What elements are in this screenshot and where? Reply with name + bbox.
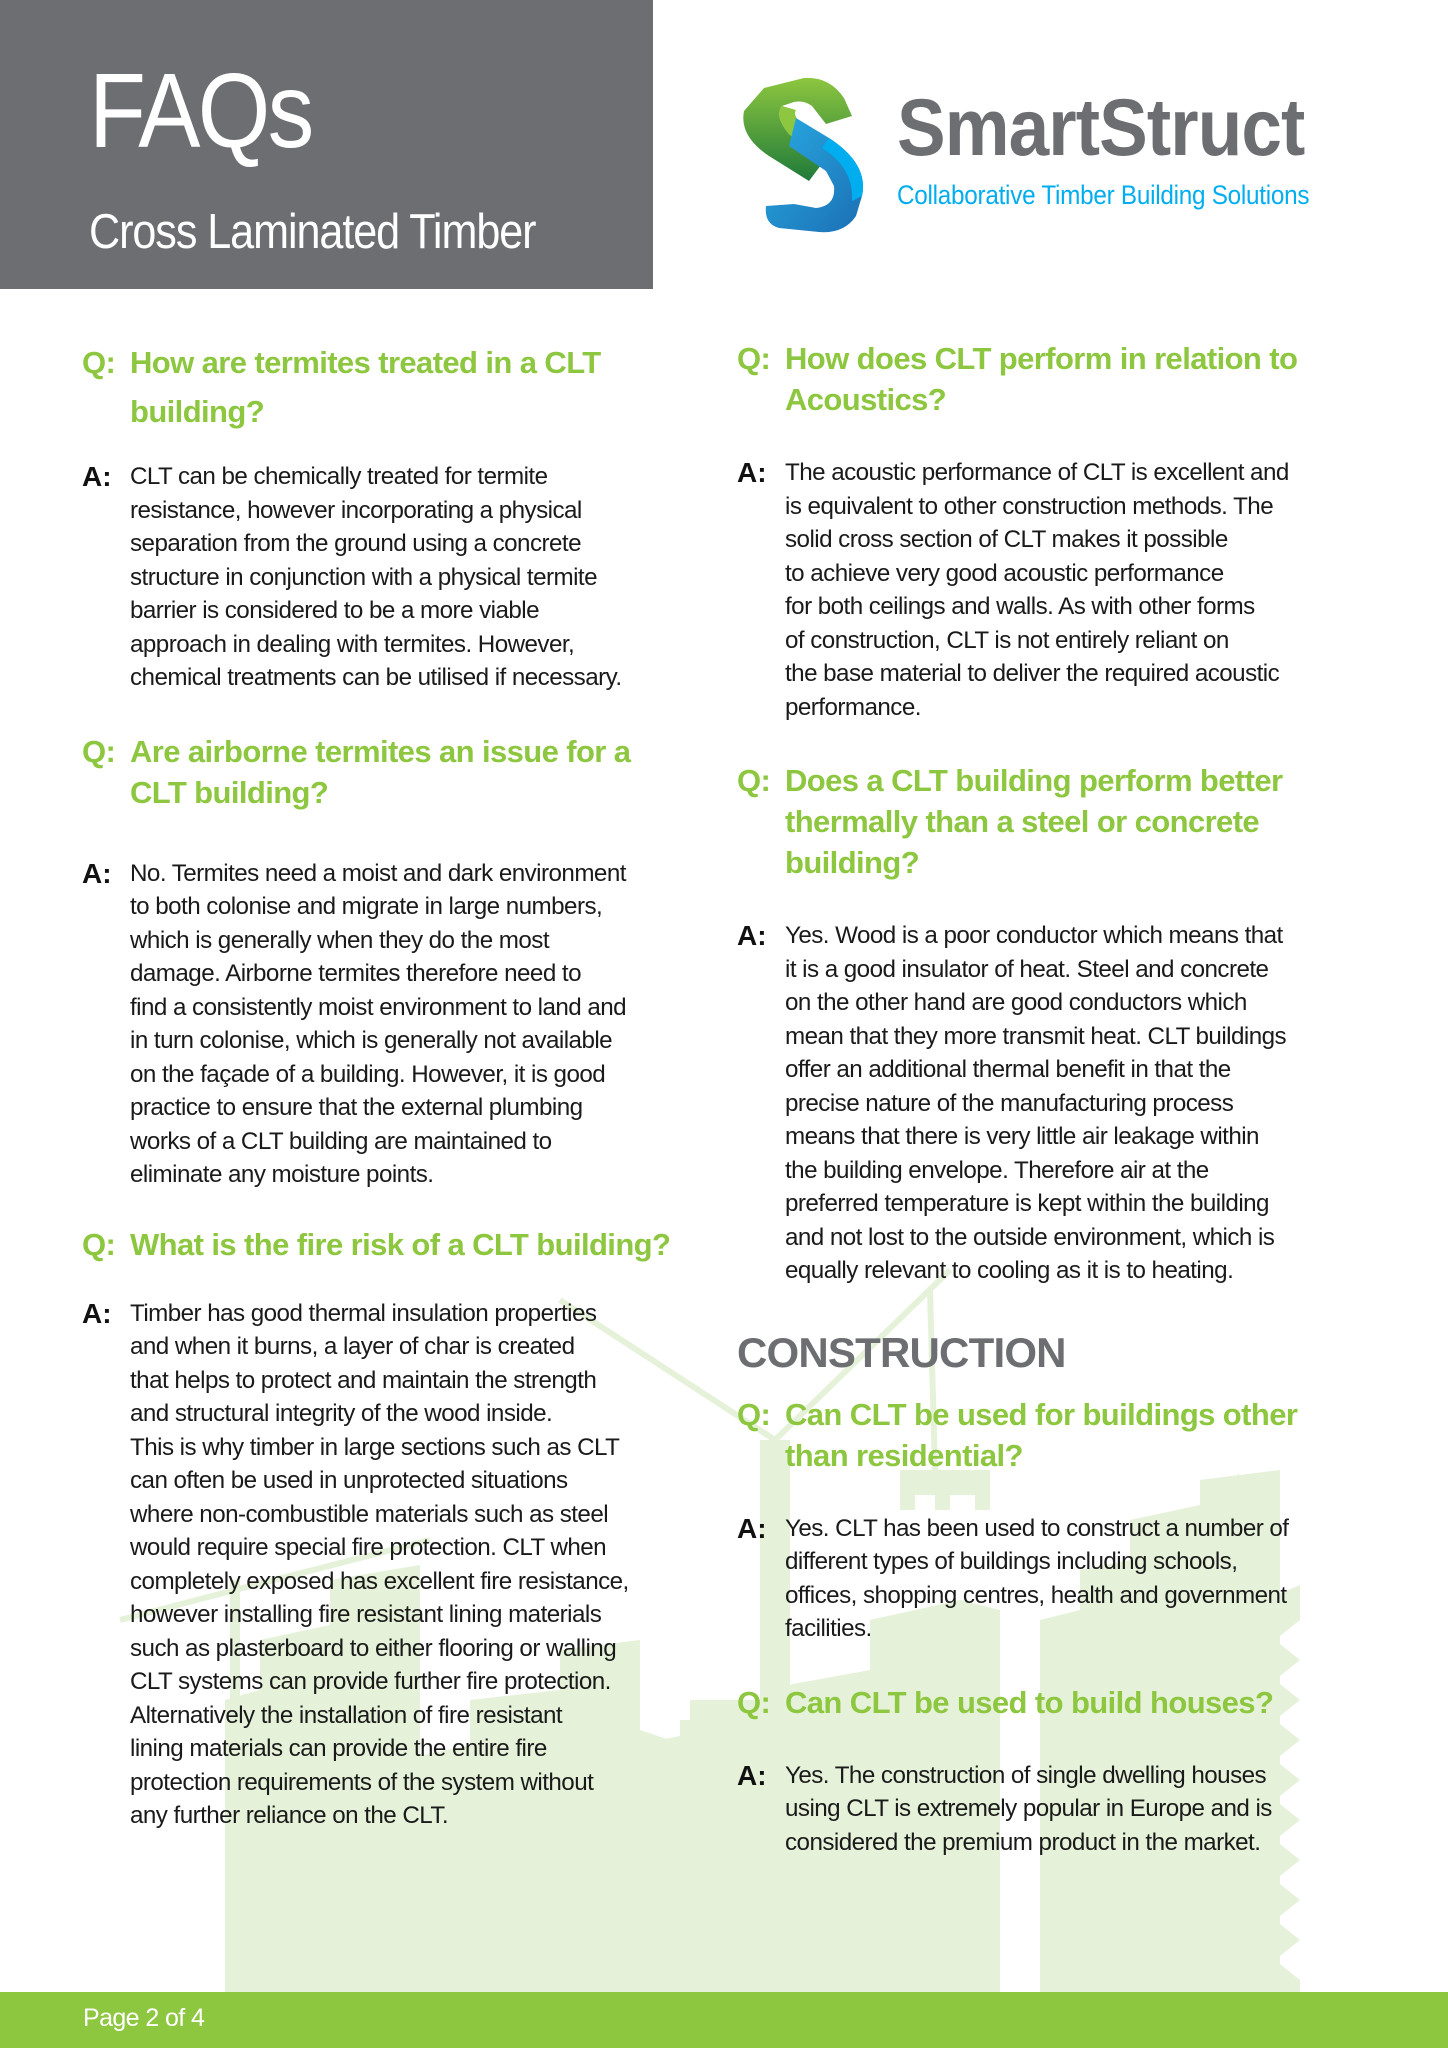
question-label: Q: [82,345,116,380]
page-subtitle: Cross Laminated Timber [89,205,536,259]
faq-item-thermal-performance [737,760,1377,1288]
question-label: Q: [737,341,771,376]
question-label: Q: [737,763,771,798]
answer-label: A: [737,1759,767,1791]
brand-name: SmartStruct [897,83,1305,173]
smartstruct-logo [734,76,1374,236]
question-row [82,1224,722,1265]
question-text: What is the fire risk of a CLT building? [130,1226,671,1262]
answer-text: Timber has good thermal insulation properties and when it burns, a layer of char is created that helps to protect and maintain the strength and structural integrity of the wood inside. This is why timber in large sections such as CLT can often be used in unprotected situations where non-combustible materials such as steel would require special fire protection. CLT when completely exposed has excellent fire resistance, however installing fire resistant lining materials such as plasterboard to either flooring or walling CLT systems can provide further fire protection. Alternatively the installation of fire resistant lining materials can provide the entire fire protection requirements of the system without any further reliance on the CLT. [130,1299,629,1829]
answer-label: A: [82,461,112,492]
answer-text: The acoustic performance of CLT is excellent and is equivalent to other construction methods. The solid cross section of CLT makes it possible to achieve very good acoustic performance for both ceilings and walls. As with other forms of construction, CLT is not entirely reliant on the base material to deliver the required acoustic performance. [785,459,1289,721]
question-label: Q: [82,733,116,769]
answer-label: A: [82,857,112,889]
faq-item-fire-risk [82,1224,722,1833]
question-text: How are termites treated in a CLT building? [130,345,601,429]
faq-item-airborne-termites [82,731,722,1192]
page-title: FAQs [89,52,312,170]
answer-row [737,1512,1377,1646]
faq-column-left [82,338,722,1833]
answer-row [737,919,1377,1288]
answer-label: A: [737,920,767,951]
answer-text: Yes. Wood is a poor conductor which means that it is a good insulator of heat. Steel and concrete on the other hand are good conductors which mean that they more transmit heat. CLT buildings offer an additional thermal benefit in that the precise nature of the manufacturing process means that there is very little air leakage within the building envelope. Therefore air at the preferred temperature is kept within the building and not lost to the outside environment, which is equally relevant to cooling as it is to heating. [785,922,1287,1284]
question-label: Q: [82,1226,116,1262]
answer-text: CLT can be chemically treated for termite resistance, however incorporating a physical separation from the ground using a concrete structure in conjunction with a physical termite barrier is considered to be a more viable approach in dealing with termites. However, chemical treatments can be utilised if necessary. [130,463,622,691]
page-indicator: Page 2 of 4 [83,2004,205,2032]
faq-item-non-residential [737,1394,1377,1646]
question-row [737,1682,1377,1723]
answer-row [737,456,1377,724]
question-row [737,760,1377,883]
answer-row [82,1297,722,1833]
question-text: Are airborne termites an issue for a CLT building? [130,733,631,810]
brand-tagline: Collaborative Timber Building Solutions [897,180,1310,210]
answer-row [82,460,722,695]
question-text: Can CLT be used for buildings other than residential? [785,1396,1298,1473]
question-text: Does a CLT building perform better thermally than a steel or concrete building? [785,763,1283,880]
faq-item-houses [737,1682,1377,1860]
smartstruct-s-logo-icon [734,76,884,234]
answer-text: No. Termites need a moist and dark environment to both colonise and migrate in large numbers, which is generally when they do the most damage. Airborne termites therefore need to find a consistently moist environment to land and in turn colonise, which is generally not available on the façade of a building. However, it is good practice to ensure that the external plumbing works of a CLT building are maintained to eliminate any moisture points. [130,859,627,1188]
answer-label: A: [737,1512,767,1544]
answer-text: Yes. CLT has been used to construct a number of different types of buildings including schools, offices, shopping centres, health and government facilities. [785,1514,1289,1642]
question-row [82,338,722,436]
answer-text: Yes. The construction of single dwelling houses using CLT is extremely popular in Europe and is considered the premium product in the market. [785,1761,1272,1856]
question-row [737,338,1377,420]
header-banner [0,0,653,289]
question-row [82,731,722,813]
answer-label: A: [82,1297,112,1329]
answer-row [737,1759,1377,1860]
question-text: Can CLT be used to build houses? [785,1684,1274,1720]
faq-column-right [737,338,1377,1859]
answer-row [82,857,722,1192]
faq-item-termites-treatment [82,338,722,695]
question-row [737,1394,1377,1476]
question-label: Q: [737,1396,771,1432]
question-label: Q: [737,1684,771,1720]
answer-label: A: [737,457,767,488]
footer-bar [0,1992,1448,2048]
faq-item-acoustics [737,338,1377,724]
question-text: How does CLT perform in relation to Acoustics? [785,341,1298,417]
section-heading-construction: CONSTRUCTION [737,1328,1066,1376]
